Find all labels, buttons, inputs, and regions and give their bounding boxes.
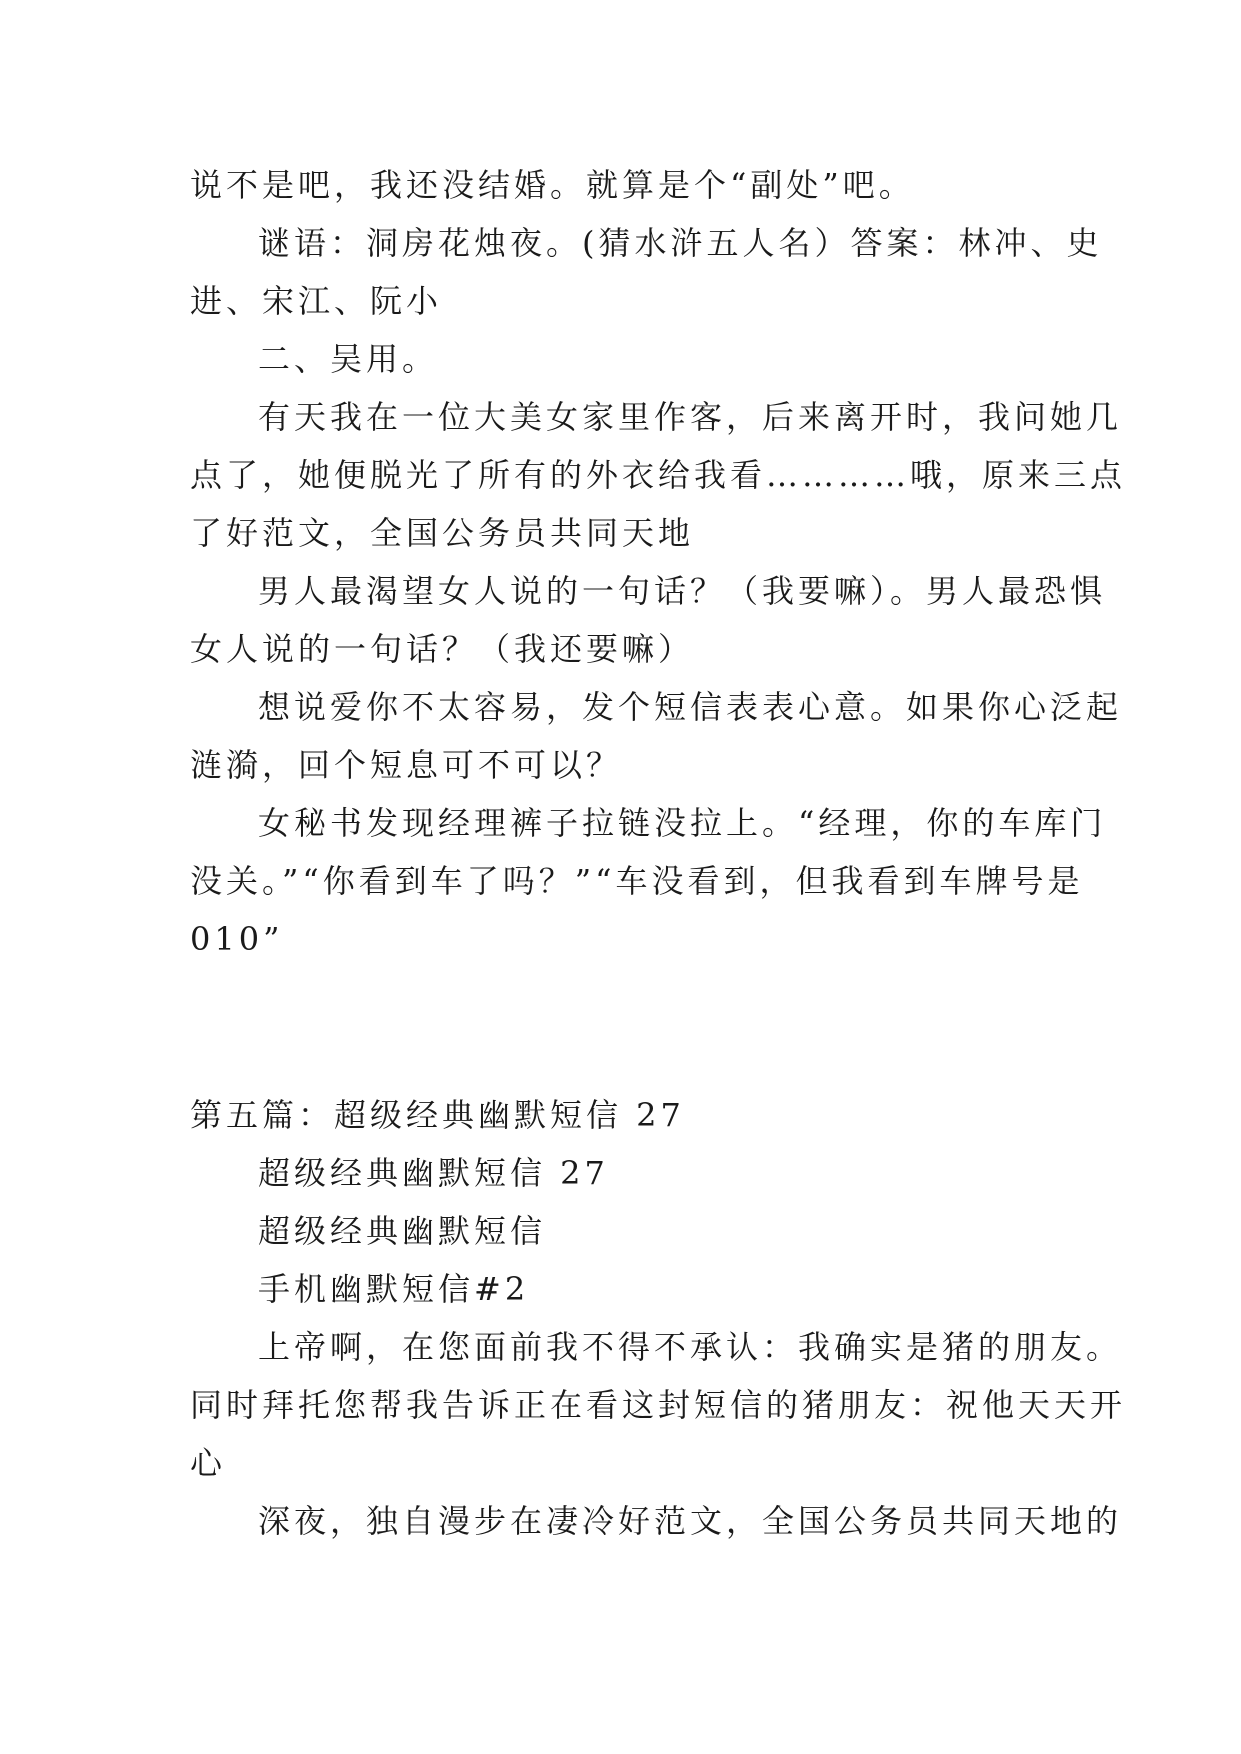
text-line: 了好范文，全国公务员共同天地 [190,514,695,552]
text-line: 女秘书发现经理裤子拉链没拉上。“经理，你的车库门 [258,804,1107,842]
text-line: 进、宋江、阮小 [190,282,443,320]
text-line: 010” [190,920,284,958]
text-line: 上帝啊，在您面前我不得不承认：我确实是猪的朋友。 [258,1328,1123,1366]
text-line: 同时拜托您帮我告诉正在看这封短信的猪朋友：祝他天天开 [190,1386,1127,1424]
text-line: 手机幽默短信#2 [258,1270,530,1308]
text-line: 男人最渴望女人说的一句话？（我要嘛）。男人最恐惧 [258,572,1107,610]
text-line: 谜语：洞房花烛夜。(猜水浒五人名）答案：林冲、史 [258,224,1103,262]
text-line: 超级经典幽默短信 27 [258,1154,609,1192]
text-line: 深夜，独自漫步在凄冷好范文，全国公务员共同天地的 [258,1502,1123,1540]
text-line: 没关。”“你看到车了吗？”“车没看到，但我看到车牌号是 [190,862,1084,900]
text-line: 二、吴用。 [258,340,439,378]
text-line: 涟漪，回个短息可不可以？ [190,746,623,784]
text-line: 有天我在一位大美女家里作客，后来离开时，我问她几 [258,398,1123,436]
text-line: 想说爱你不太容易，发个短信表表心意。如果你心泛起 [258,688,1123,726]
text-line: 女人说的一句话？（我还要嘛） [190,630,695,668]
text-line: 心 [190,1444,227,1482]
text-line: 说不是吧，我还没结婚。就算是个“副处”吧。 [190,166,915,204]
text-line: 点了，她便脱光了所有的外衣给我看…………哦，原来三点 [190,456,1127,494]
section-heading: 第五篇：超级经典幽默短信 27 [190,1096,685,1134]
text-line: 超级经典幽默短信 [258,1212,547,1250]
